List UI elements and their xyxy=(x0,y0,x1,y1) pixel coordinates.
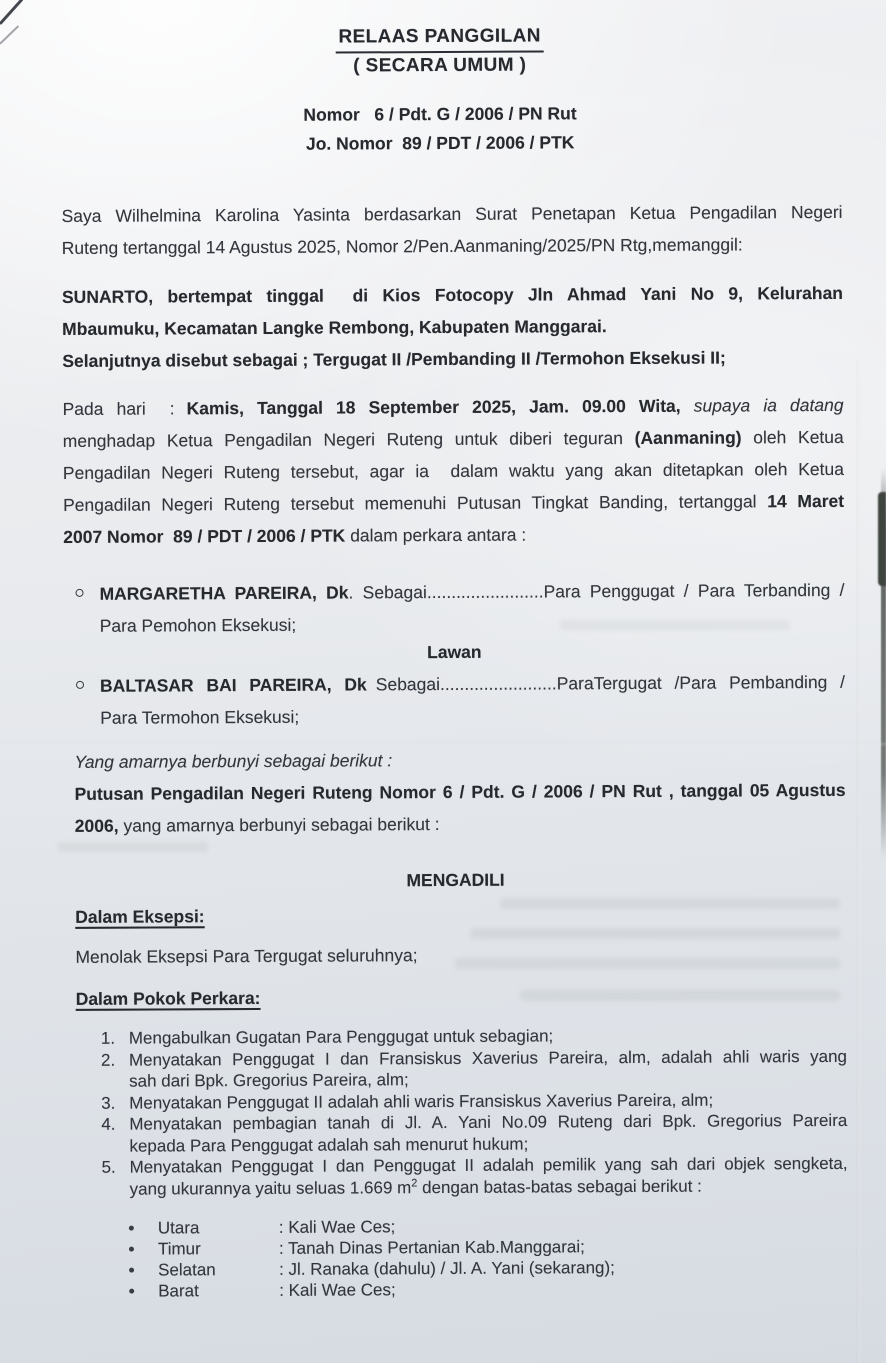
plaintiff-line-2: Para Pemohon Eksekusi; xyxy=(99,614,297,636)
boundary-label: Timur xyxy=(157,1239,201,1259)
item-number: 5. xyxy=(101,1157,116,1177)
hearing-line-1 xyxy=(62,389,843,425)
item-line-1: Menyatakan Penggugat I dan Fransiskus Xaverius Pareira, alm, adalah ahli waris yang xyxy=(128,1046,848,1070)
case-numbers xyxy=(0,98,883,161)
item-line-1: Menyatakan pembagian tanah di Jl. A. Yani No.09 Ruteng dari Bpk. Gregorius Pareira xyxy=(129,1110,848,1134)
dot-bullet-icon xyxy=(129,1289,134,1294)
versus-label: Lawan xyxy=(427,641,482,663)
plaintiff-party-item xyxy=(63,574,844,642)
plaintiff-name: MARGARETHA PAREIRA, Dk xyxy=(99,582,349,604)
mengadili-heading: MENGADILI xyxy=(406,869,505,891)
defendant-role: ParaTergugat /Para Pembanding / xyxy=(556,671,846,694)
item-text: Menyatakan Penggugat II adalah ahli waris Fransiskus Xaverius Pareira, alm; xyxy=(129,1090,714,1113)
verdict-item-2 xyxy=(66,1045,847,1092)
item-line-1: Menyatakan Penggugat I dan Penggugat II adalah pemilik yang sah dari objek sengketa, xyxy=(129,1153,848,1177)
hearing-paragraph xyxy=(62,389,844,553)
boundary-value: : Tanah Dinas Pertanian Kab.Manggarai; xyxy=(278,1237,585,1258)
verdict-list xyxy=(66,1024,848,1200)
defendant-sebagai: Sebagai xyxy=(375,674,441,695)
hearing-italic-phrase: supaya ia datang xyxy=(693,394,844,416)
item-number: 1. xyxy=(100,1028,116,1048)
defendant-line-2: Para Termohon Eksekusi; xyxy=(100,706,300,728)
banding-number-bold: 2007 Nomor 89 / PDT / 2006 / PTK xyxy=(63,525,346,547)
hearing-line2-text: menghadap Ketua Pengadilan Negeri Ruteng untuk diberi teguran xyxy=(62,427,635,451)
item-text xyxy=(129,1110,847,1157)
item-text xyxy=(129,1153,847,1200)
boundary-list xyxy=(67,1214,848,1302)
hearing-prefix: Pada hari xyxy=(62,398,146,419)
circle-bullet-icon xyxy=(76,681,84,689)
summoned-line-2: Mbaumuku, Kecamatan Langke Rembong, Kabupaten Manggarai. xyxy=(62,316,607,339)
eksepsi-heading xyxy=(75,897,846,933)
dotted-leader: ........................ xyxy=(426,581,544,603)
item-text xyxy=(129,1045,847,1092)
dot-bullet-icon xyxy=(129,1226,134,1231)
hearing-line2-tail: oleh Ketua xyxy=(741,426,844,448)
pokok-perkara-heading-text: Dalam Pokok Perkara: xyxy=(75,987,261,1009)
pokok-perkara-heading xyxy=(76,979,847,1015)
boundary-label: Barat xyxy=(158,1281,199,1301)
defendant-line-1 xyxy=(100,666,845,702)
hearing-colon: : xyxy=(169,398,175,419)
hearing-line-5 xyxy=(63,517,844,553)
dot-bullet-icon xyxy=(129,1247,134,1252)
verdict-item-4 xyxy=(66,1110,847,1157)
defendant-party-item xyxy=(64,666,845,734)
verdict-item-5 xyxy=(66,1153,847,1200)
eksepsi-body: Menolak Eksepsi Para Tergugat seluruhnya; xyxy=(75,945,418,967)
aanmaning-bold: (Aanmaning) xyxy=(634,427,742,448)
area-text: yang ukurannya yaitu seluas 1.669 m xyxy=(129,1177,412,1199)
case-number-primary: Nomor 6 / Pdt. G / 2006 / PN Rut xyxy=(303,103,577,125)
plaintiff-role: Para Penggugat / Para Terbanding / xyxy=(543,579,845,602)
intro-paragraph xyxy=(61,196,842,264)
intro-line-1: Saya Wilhelmina Karolina Yasinta berdasarkan Surat Penetapan Ketua Pengadilan Negeri xyxy=(61,201,843,226)
boundary-value: : Jl. Ranaka (dahulu) / Jl. A. Yani (sekarang); xyxy=(279,1258,615,1279)
banding-date-bold: 14 Maret xyxy=(767,490,845,512)
putusan-line-1: Putusan Pengadilan Negeri Ruteng Nomor 6 / Pdt. G / 2006 / PN Rut , tanggal 05 Agustus xyxy=(74,779,846,804)
hearing-line5-tail: dalam perkara antara : xyxy=(345,524,527,546)
summoned-line-1: SUNARTO, bertempat tinggal di Kios Fotocopy Jln Ahmad Yani No 9, Kelurahan xyxy=(61,282,844,307)
square-meter-superscript: 2 xyxy=(411,1176,418,1190)
boundary-row-barat xyxy=(67,1277,848,1302)
hearing-line-2 xyxy=(63,421,844,457)
plaintiff-sebagai: . Sebagai xyxy=(348,582,427,603)
summoned-party-paragraph xyxy=(62,277,843,377)
item-number: 2. xyxy=(100,1050,116,1070)
area-text-tail: dengan batas-batas sebagai berikut : xyxy=(417,1176,702,1197)
title-line-2: ( SECARA UMUM ) xyxy=(353,54,527,77)
item-text: Mengabulkan Gugatan Para Penggugat untuk sebagian; xyxy=(128,1026,554,1048)
item-line-2 xyxy=(130,1174,848,1199)
putusan-year-bold: 2006, xyxy=(74,815,119,836)
intro-line-2: Ruteng tertanggal 14 Agustus 2025, Nomor 2/Pen.Aanmaning/2025/PN Rtg,memanggil: xyxy=(61,234,743,258)
boundary-value: : Kali Wae Ces; xyxy=(278,1217,396,1237)
plaintiff-line-1 xyxy=(99,574,844,610)
document-title xyxy=(0,22,883,82)
hearing-line-4 xyxy=(63,485,844,521)
boundary-value: : Kali Wae Ces; xyxy=(279,1280,396,1300)
title-underlined-text: RELAAS PANGGILAN xyxy=(335,23,544,53)
hearing-line-3: Pengadilan Negeri Ruteng tersebut, agar ia dalam waktu yang akan ditetapkan oleh Ketua xyxy=(62,458,844,483)
dotted-leader: ........................ xyxy=(439,673,557,695)
defendant-name: BALTASAR BAI PAREIRA, Dk xyxy=(99,674,367,696)
eksepsi-heading-text: Dalam Eksepsi: xyxy=(75,906,205,927)
boundary-label: Selatan xyxy=(158,1260,216,1280)
item-number: 3. xyxy=(101,1093,116,1113)
hearing-line4-text: Pengadilan Negeri Ruteng tersebut memenuhi Putusan Tingkat Banding, tertanggal xyxy=(63,491,768,515)
putusan-line-2 xyxy=(75,806,846,842)
summoned-line-3: Selanjutnya disebut sebagai ; Tergugat II /Pembanding II /Termohon Eksekusi II; xyxy=(62,347,726,371)
putusan-line2-tail: yang amarnya berbunyi sebagai berikut : xyxy=(118,814,440,836)
item-line-2: sah dari Bpk. Gregorius Pareira, alm; xyxy=(129,1070,409,1091)
case-number-secondary: Jo. Nomor 89 / PDT / 2006 / PTK xyxy=(305,132,575,154)
putusan-paragraph xyxy=(74,774,845,842)
boundary-label: Utara xyxy=(157,1218,200,1238)
item-number: 4. xyxy=(101,1114,116,1134)
title-line-1 xyxy=(0,22,883,56)
dot-bullet-icon xyxy=(129,1268,134,1273)
circle-bullet-icon xyxy=(76,589,84,597)
item-line-2: kepada Para Penggugat adalah sah menurut hukum; xyxy=(129,1134,529,1156)
hearing-datetime: Kamis, Tanggal 18 September 2025, Jam. 09.00 Wita, xyxy=(186,395,681,419)
amar-preamble: Yang amarnya berbunyi sebagai berikut : xyxy=(74,750,393,772)
